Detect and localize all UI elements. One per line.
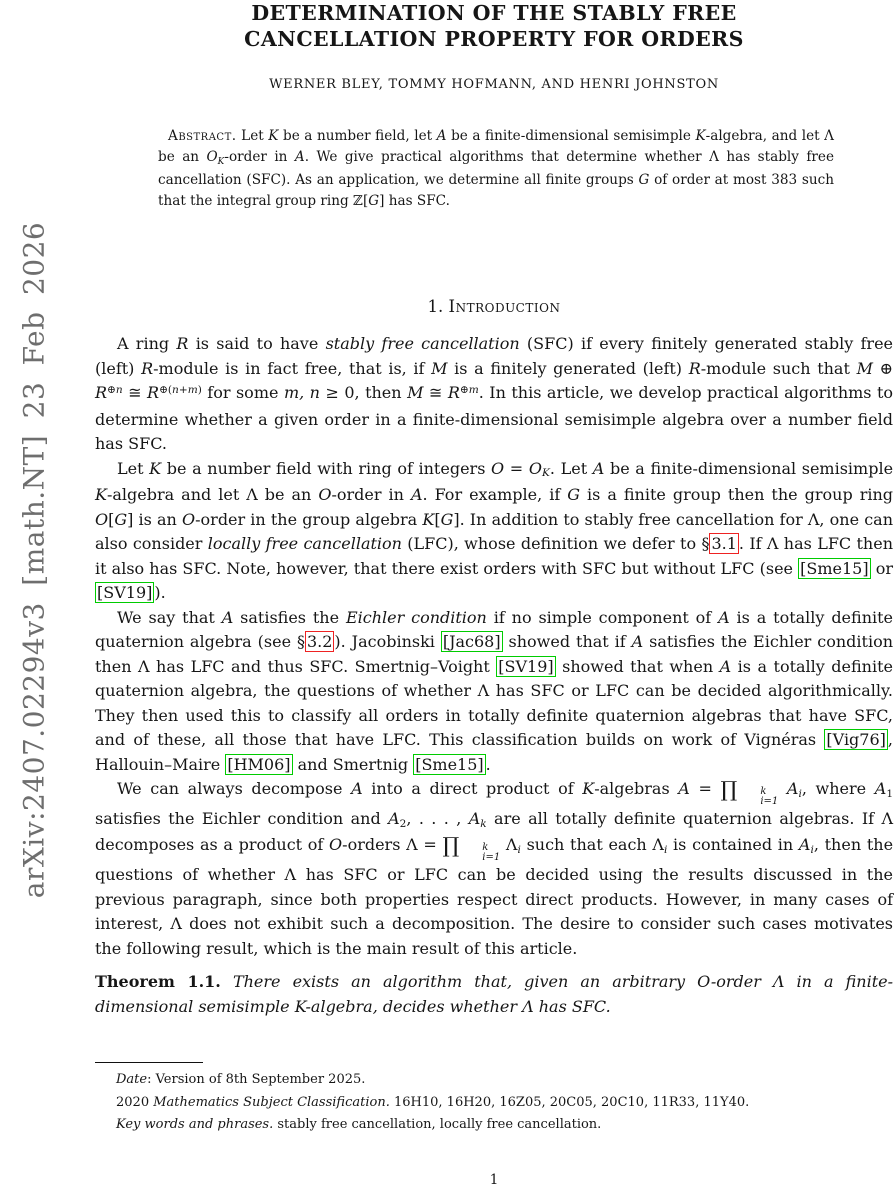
text-run: K (541, 467, 550, 480)
footnote-date (95, 1069, 893, 1092)
title-line-1: DETERMINATION OF THE STABLY FREE (251, 1, 737, 25)
section-title: Introduction (448, 297, 561, 316)
text-run: for some (201, 383, 284, 402)
text-run: (LFC), whose definition we defer to § (401, 534, 710, 553)
text-run: -order in (331, 485, 411, 504)
text-run: M (431, 358, 448, 378)
abstract (158, 126, 834, 212)
text-run: R (147, 383, 160, 402)
text-run: R (176, 334, 189, 353)
text-run: G (440, 509, 454, 529)
text-run: ≥ 0, then (319, 383, 408, 402)
text-run: [ (434, 509, 441, 529)
text-run: A (678, 779, 690, 798)
text-run: satisfies the Eichler condition then Λ has LFC and thus SFC. Smertnig–Voight (95, 632, 894, 676)
text-run: -order in (224, 149, 295, 165)
text-run: O (697, 972, 711, 992)
text-run: stably free cancellation (325, 334, 520, 353)
text-run: K (582, 779, 595, 798)
text-run: O (329, 835, 343, 855)
text-run: 2020 (116, 1094, 154, 1110)
text-run: n (172, 383, 179, 396)
text-run: O (318, 485, 332, 504)
abstract-label: Abstract. (168, 128, 237, 144)
text-run: Let (236, 128, 269, 144)
text-run: A (786, 779, 799, 798)
text-run: n (115, 383, 123, 396)
text-run: -algebra and let Λ be an (106, 485, 319, 504)
text-run: k (480, 817, 487, 830)
text-run: -algebra, decides whether Λ has SFC. (305, 996, 611, 1016)
text-run: such that each Λ (520, 835, 664, 855)
text-run: ] is an (127, 509, 182, 529)
text-run: A (631, 632, 644, 651)
footnotes-block (95, 1062, 893, 1137)
text-run: is a finite group then the group ring (580, 485, 894, 504)
paragraph-2 (95, 457, 893, 606)
text-run: A (436, 128, 447, 144)
citation-link[interactable]: [Jac68] (442, 632, 501, 651)
text-run: if no simple component of (486, 607, 719, 627)
text-run: satisfies the Eichler condition and (95, 808, 389, 828)
paragraph-1 (95, 332, 893, 457)
section-ref-link[interactable]: 3.1 (711, 534, 737, 553)
section-heading-introduction (95, 297, 893, 316)
text-run: m (187, 383, 198, 396)
text-run: , then the questions of whether Λ has SFC or LFC can be decided using the results discussed in the previous paragraph, since both properties respect direct products. However, in many cases of interest, Λ does not exhibit such a decomposition. The desire to consider such cases motivates the following result, which is the main result of this article. (95, 835, 894, 958)
text-run: A (294, 149, 305, 165)
text-run: Eichler condition (345, 607, 487, 627)
citation-link[interactable]: [Sme15] (800, 558, 869, 578)
text-run: m (468, 383, 479, 396)
text-run: i (798, 787, 802, 800)
text-run: -order Λ in a finite-dimensional semisimple (95, 972, 894, 1016)
text-run: showed that when (555, 656, 720, 676)
authors-line: WERNER BLEY, TOMMY HOFMANN, AND HENRI JOHNSTON (269, 77, 719, 92)
text-run: [ (108, 509, 115, 529)
text-run: A (388, 808, 400, 828)
text-run: Mathematics Subject Classification. (153, 1094, 390, 1110)
text-run: : Version of 8th September 2025. (147, 1072, 366, 1087)
text-run: O (528, 458, 542, 478)
section-number: 1. (427, 297, 444, 316)
text-run: O (491, 458, 505, 478)
text-run: R (141, 358, 154, 378)
text-run: is a totally definite quaternion algebra, the questions of whether Λ has SFC or LFC can be decided algorithmically. They then used this to classify all orders in totally definite quaternion algebras that have SFC, and of these, all those that have LFC. This classification builds on work of Vignéras (95, 656, 894, 749)
text-run: -module is in fact free, that is, if (153, 358, 432, 378)
text-run: . For example, if (422, 485, 568, 504)
text-run: G (114, 509, 128, 529)
text-run: ∏ (442, 833, 460, 859)
text-run: G (567, 485, 581, 504)
text-run: i (517, 844, 521, 857)
text-run: , . . . , (406, 808, 469, 828)
text-run: locally free cancellation (207, 534, 402, 553)
body-text (95, 332, 893, 1019)
text-run: 1 (886, 787, 894, 800)
text-run: satisfies the (233, 607, 346, 627)
citation-link[interactable]: [Vig76] (826, 730, 886, 749)
citation-link[interactable]: [SV19] (498, 656, 554, 676)
footnote-msc (95, 1092, 893, 1115)
text-run: -order in the group algebra (195, 509, 423, 529)
text-run: . If Λ has LFC then it also has SFC. Note, however, that there exist orders with SFC but without LFC (see (95, 534, 894, 578)
text-run: . We give practical algorithms that determine whether Λ has stably free cancellation (SFC). As an application, we determine all finite groups (158, 149, 834, 188)
text-run: ]. In addition to stably free cancellation for Λ, one can also consider (95, 509, 894, 553)
product-limits: k i=1 (760, 785, 779, 807)
text-run: Let (117, 458, 150, 478)
text-run: A (468, 808, 481, 828)
text-run: be a number field with ring of integers (161, 458, 492, 478)
text-run: . In this article, we develop practical algorithms to determine whether a given order in a finite-dimensional semisimple algebra over a number field has SFC. (95, 383, 894, 453)
text-run: A (718, 607, 730, 627)
paragraph-4 (95, 777, 893, 961)
text-run: There exists an algorithm that, given an arbitrary (220, 972, 698, 992)
text-run: A (410, 485, 423, 504)
text-run: A (221, 607, 234, 627)
text-run: A (719, 656, 732, 676)
text-run: -orders Λ = (342, 835, 443, 855)
text-run: K (95, 485, 107, 504)
text-run: is a finitely generated (left) (447, 358, 689, 378)
text-run: R (447, 383, 460, 402)
text-run: ). (154, 583, 166, 602)
text-run: ≅ (122, 383, 148, 402)
text-run: O (206, 149, 218, 165)
text-run: ). Jacobinski (334, 632, 441, 651)
text-run: Key words and phrases. (116, 1117, 274, 1132)
text-run: 16H10, 16H20, 16Z05, 20C05, 20C10, 11R33, 11Y40. (389, 1094, 750, 1110)
citation-link[interactable]: [HM06] (227, 754, 291, 774)
text-run: . Let (549, 458, 593, 478)
text-run: O (182, 509, 196, 529)
text-run: is contained in (667, 835, 799, 855)
text-run: is a totally definite quaternion algebra (see § (95, 607, 894, 651)
text-run: , where (801, 779, 875, 798)
abstract-text (158, 128, 834, 209)
theorem-1-1 (95, 970, 893, 1019)
text-run: Date (116, 1072, 148, 1087)
text-run: + (178, 383, 188, 396)
arxiv-stamp: arXiv:2407.02294v3 [math.NT] 23 Feb 2026 (17, 221, 51, 899)
text-run: K (217, 156, 225, 167)
text-run: ⊕( (159, 383, 173, 396)
text-run: ⊕ (107, 383, 116, 396)
page-number: 1 (489, 1172, 499, 1188)
text-run: R (95, 383, 108, 402)
footnote-rule (95, 1062, 203, 1063)
title-line-2: CANCELLATION PROPERTY FOR ORDERS (244, 27, 744, 51)
text-run: stably free cancellation, locally free cancellation. (273, 1117, 602, 1132)
text-run: m, n (283, 383, 320, 402)
text-run: -algebra, and let Λ be an (158, 128, 834, 165)
text-run: into a direct product of (362, 779, 583, 798)
text-run: We say that (117, 607, 222, 627)
text-run: i (810, 844, 814, 857)
text-run: A (592, 458, 605, 478)
text-run: ∏ (720, 776, 738, 802)
text-run: R (688, 358, 701, 378)
text-run: K (422, 509, 435, 529)
text-run: K (294, 996, 306, 1016)
text-run: or (870, 558, 893, 578)
text-run: be a finite-dimensional semisimple (446, 128, 696, 144)
text-run: ) (197, 383, 202, 396)
text-run: and Smertnig (292, 754, 414, 774)
text-run: (SFC) if every finitely generated stably free (left) (95, 334, 894, 378)
text-run: K (695, 128, 706, 144)
text-run: showed that if (502, 632, 632, 651)
text-run: A (874, 779, 887, 798)
citation-link[interactable]: [SV19] (97, 583, 153, 602)
text-run: -algebras (594, 779, 679, 798)
text-run: G (638, 172, 650, 188)
footnote-keywords (95, 1114, 893, 1137)
text-run: is said to have (188, 334, 326, 353)
text-run (778, 779, 787, 798)
text-run: be a number field, let (278, 128, 437, 144)
abstract-paragraph (158, 126, 834, 212)
text-run: We can always decompose (117, 779, 352, 798)
theorem-label: Theorem 1.1. (95, 972, 221, 992)
product-limits: k i=1 (482, 842, 501, 864)
text-run: ⊕ (459, 383, 469, 396)
text-run: be a finite-dimensional semisimple (604, 458, 894, 478)
section-ref-link[interactable]: 3.2 (306, 632, 333, 651)
text-run: K (268, 128, 279, 144)
paragraph-3 (95, 606, 893, 778)
text-run: i (663, 844, 668, 857)
text-run: G (368, 193, 380, 209)
text-run: A (798, 835, 811, 855)
text-run: of order at most 383 such that the integral group ring ℤ[ (158, 172, 834, 209)
text-run: K (149, 458, 162, 478)
text-run: . (485, 754, 491, 774)
text-run: ⊕ (872, 358, 894, 378)
text-run: Λ (500, 835, 518, 855)
text-run: ≅ (423, 383, 448, 402)
text-run: = (689, 779, 721, 798)
text-run: ] has SFC. (379, 193, 450, 209)
text-run: A (351, 779, 363, 798)
citation-link[interactable]: [Sme15] (415, 754, 484, 774)
text-run: M (407, 383, 424, 402)
text-run: -module such that (700, 358, 857, 378)
text-run: are all totally definite quaternion algebras. If Λ decomposes as a product of (95, 808, 893, 855)
text-run: = (504, 458, 529, 478)
text-run: O (95, 509, 109, 529)
text-run: 2 (399, 817, 407, 830)
paper-title (95, 0, 893, 52)
text-run: , Hallouin–Maire (95, 730, 893, 774)
text-run: A ring (117, 334, 177, 353)
text-run: M (856, 358, 873, 378)
